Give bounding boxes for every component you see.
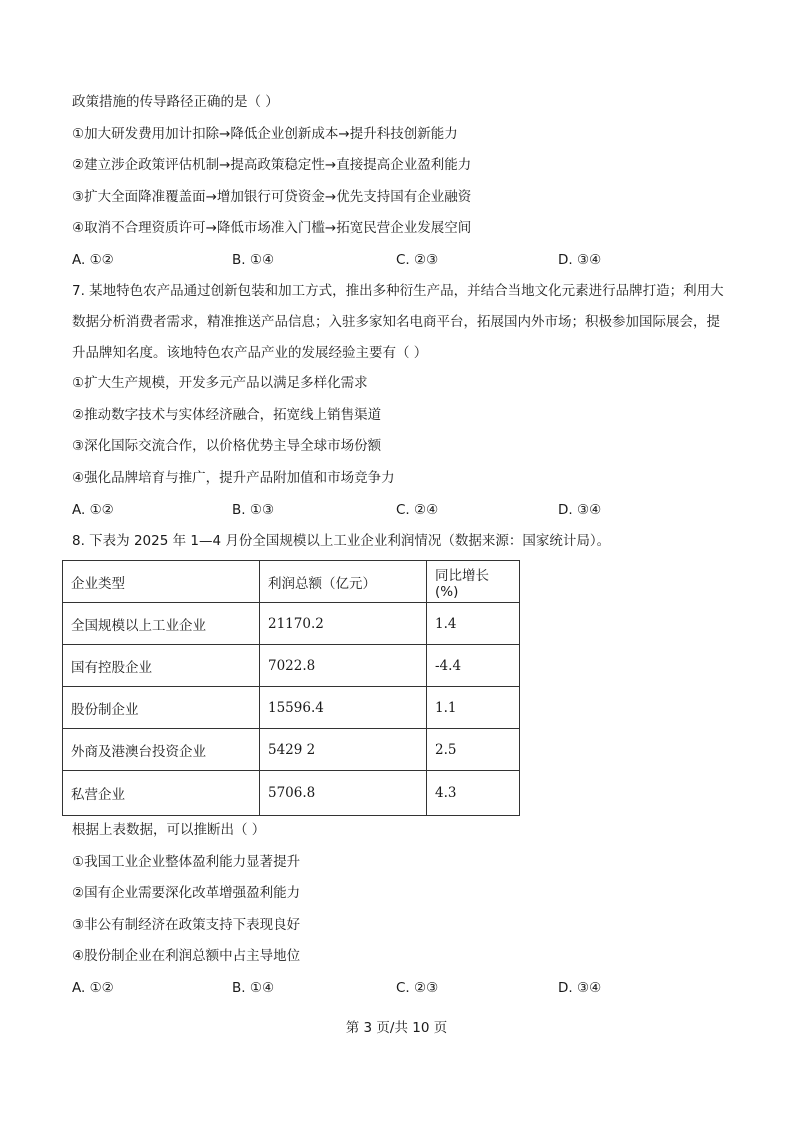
table-cell-profit: 7022.8 — [260, 645, 427, 687]
table-cell-growth: 2.5 — [427, 729, 520, 771]
table-row — [63, 645, 520, 687]
table-header-row — [63, 561, 520, 603]
q8-option-2: ②国有企业需要深化改革增强盈利能力 — [72, 885, 301, 901]
table-cell-profit: 5706.8 — [260, 771, 427, 816]
q6-option-1: ①加大研发费用加计扣除→降低企业创新成本→提升科技创新能力 — [72, 126, 458, 142]
table-row — [63, 687, 520, 729]
table-cell-profit: 15596.4 — [260, 687, 427, 729]
table-cell-profit: 21170.2 — [260, 603, 427, 645]
q7-choices — [72, 500, 732, 520]
table-cell-type: 私营企业 — [63, 771, 260, 816]
table-row — [63, 603, 520, 645]
q6-stem: 政策措施的传导路径正确的是（ ） — [72, 94, 279, 110]
header-enterprise-type: 企业类型 — [63, 561, 260, 603]
q7-choice-a: A. ①② — [72, 502, 114, 518]
q8-option-3: ③非公有制经济在政策支持下表现良好 — [72, 917, 301, 933]
q6-choice-a: A. ①② — [72, 252, 114, 268]
q8-question: 根据上表数据，可以推断出（ ） — [72, 822, 266, 838]
table-cell-growth: 4.3 — [427, 771, 520, 816]
q6-choice-b: B. ①④ — [232, 252, 275, 268]
page-footer: 第 3 页/共 10 页 — [345, 1020, 448, 1036]
q7-choice-b: B. ①③ — [232, 502, 275, 518]
q8-option-4: ④股份制企业在利润总额中占主导地位 — [72, 948, 301, 964]
q6-choice-c: C. ②③ — [396, 252, 439, 268]
table-cell-type: 外商及港澳台投资企业 — [63, 729, 260, 771]
q8-choice-a: A. ①② — [72, 980, 114, 996]
header-total-profit: 利润总额（亿元） — [260, 561, 427, 603]
q8-choices — [72, 978, 732, 998]
header-yoy-growth: 同比增长(%) — [427, 561, 520, 603]
table-cell-growth: 1.4 — [427, 603, 520, 645]
q8-stem: 8. 下表为 2025 年 1—4 月份全国规模以上工业企业利润情况（数据来源：国家统计局）。 — [72, 533, 611, 549]
q7-option-3: ③深化国际交流合作，以价格优势主导全球市场份额 — [72, 438, 382, 454]
q7-choice-d: D. ③④ — [558, 502, 602, 518]
table-cell-growth: 1.1 — [427, 687, 520, 729]
q6-choice-d: D. ③④ — [558, 252, 602, 268]
q6-choices — [72, 250, 732, 270]
q8-option-1: ①我国工业企业整体盈利能力显著提升 — [72, 854, 301, 870]
table-cell-profit: 5429 2 — [260, 729, 427, 771]
table-row — [63, 729, 520, 771]
q6-option-2: ②建立涉企政策评估机制→提高政策稳定性→直接提高企业盈利能力 — [72, 157, 472, 173]
table-cell-growth: -4.4 — [427, 645, 520, 687]
q6-option-4: ④取消不合理资质许可→降低市场准入门槛→拓宽民营企业发展空间 — [72, 220, 472, 236]
table-row — [63, 771, 520, 816]
profit-table — [62, 560, 520, 816]
table-cell-type: 全国规模以上工业企业 — [63, 603, 260, 645]
table-cell-type: 股份制企业 — [63, 687, 260, 729]
q8-choice-b: B. ①④ — [232, 980, 275, 996]
q7-choice-c: C. ②④ — [396, 502, 439, 518]
q7-option-2: ②推动数字技术与实体经济融合，拓宽线上销售渠道 — [72, 407, 382, 423]
q7-stem: 7. 某地特色农产品通过创新包装和加工方式，推出多种衍生产品，并结合当地文化元素进行品牌打造；利用大数据分析消费者需求，精准推送产品信息；入驻多家知名电商平台，拓展国内外市场；积极参加国际展会，提升品牌知名度。该地特色农产品产业的发展经验主要有（ ） — [72, 283, 724, 361]
q8-choice-c: C. ②③ — [396, 980, 439, 996]
q7-option-4: ④强化品牌培育与推广，提升产品附加值和市场竞争力 — [72, 470, 395, 486]
q7-option-1: ①扩大生产规模，开发多元产品以满足多样化需求 — [72, 375, 368, 391]
q6-option-3: ③扩大全面降准覆盖面→增加银行可贷资金→优先支持国有企业融资 — [72, 189, 472, 205]
table-cell-type: 国有控股企业 — [63, 645, 260, 687]
q8-choice-d: D. ③④ — [558, 980, 602, 996]
